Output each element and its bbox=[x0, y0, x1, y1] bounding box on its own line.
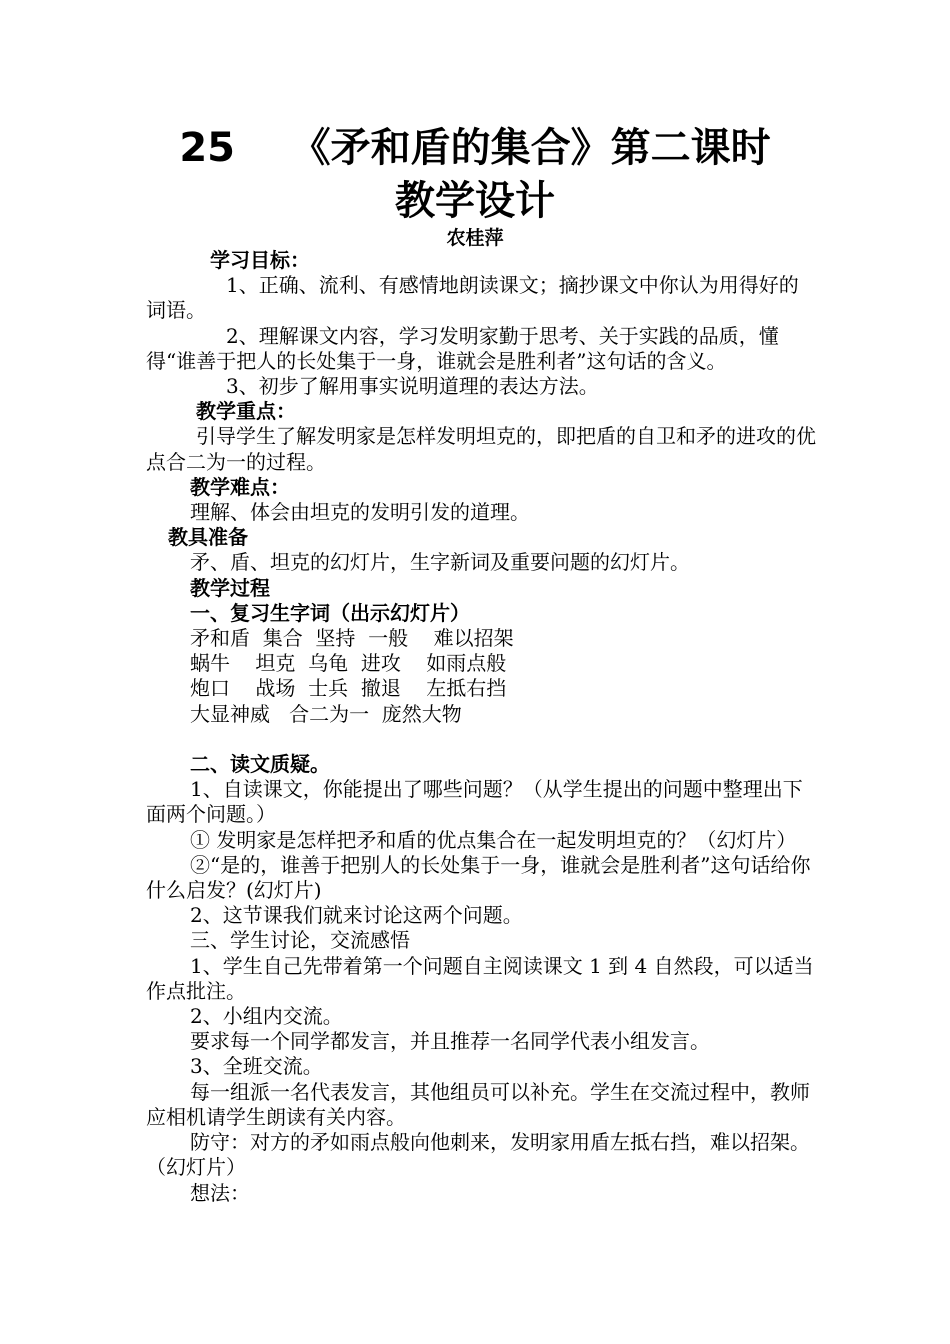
document-body bbox=[146, 248, 816, 1206]
goal-item-2: 2、理解课文内容，学习发明家勤于思考、关于实践的品质，懂得“谁善于把人的长处集于一身，谁就会是胜利者”这句话的含义。 bbox=[146, 323, 779, 373]
goals-heading: 学习目标： bbox=[210, 248, 310, 272]
author-name: 农桂萍 bbox=[446, 227, 504, 249]
goal-item-3: 3、初步了解用事实说明道理的表达方法。 bbox=[226, 374, 599, 399]
difficulties-heading: 教学难点： bbox=[190, 474, 290, 499]
word-row: 大显神威 合二为一 庞然大物 bbox=[190, 701, 462, 726]
section1-heading: 一、复习生字词（出示幻灯片） bbox=[190, 600, 470, 625]
spacer bbox=[146, 727, 816, 752]
section3-line: 要求每一个同学都发言，并且推荐一名同学代表小组发言。 bbox=[190, 1029, 710, 1054]
section2-line: 2、这节课我们就来讨论这两个问题。 bbox=[190, 903, 523, 928]
section2-line: ① 发明家是怎样把矛和盾的优点集合在一起发明坦克的？（幻灯片） bbox=[190, 827, 797, 852]
materials-text: 矛、盾、坦克的幻灯片，生字新词及重要问题的幻灯片。 bbox=[190, 550, 690, 575]
document-subtitle: 教学设计 bbox=[395, 178, 555, 224]
section3-line: 每一组派一名代表发言，其他组员可以补充。学生在交流过程中，教师应相机请学生朗读有关内容。 bbox=[146, 1079, 810, 1129]
word-row: 蜗牛 坦克 乌龟 进攻 如雨点般 bbox=[190, 651, 507, 676]
section2-line: 1、自读课文，你能提出了哪些问题？（从学生提出的问题中整理出下面两个问题。） bbox=[146, 777, 803, 827]
section2-line: ②“是的，谁善于把别人的长处集于一身，谁就会是胜利者”这句话给你什么启发？(幻灯片) bbox=[146, 852, 811, 903]
section3-line: 想法： bbox=[190, 1180, 250, 1205]
difficulties-text: 理解、体会由坦克的发明引发的道理。 bbox=[190, 500, 530, 525]
section3-line: 1、学生自己先带着第一个问题自主阅读课文 1 到 4 自然段，可以适当作点批注。 bbox=[146, 953, 814, 1003]
key-points-heading: 教学重点： bbox=[196, 399, 296, 424]
section3-line: 3、全班交流。 bbox=[190, 1054, 323, 1079]
section3-line: 2、小组内交流。 bbox=[190, 1004, 343, 1029]
process-heading: 教学过程 bbox=[190, 575, 270, 600]
goal-item-1: 1、正确、流利、有感情地朗读课文；摘抄课文中你认为用得好的词语。 bbox=[146, 273, 799, 323]
document-title: 25 《矛和盾的集合》第二课时 bbox=[179, 125, 771, 171]
materials-heading: 教具准备 bbox=[168, 525, 248, 550]
word-row: 矛和盾 集合 坚持 一般 难以招架 bbox=[190, 626, 514, 651]
section3-line: 防守：对方的矛如雨点般向他刺来，发明家用盾左抵右挡，难以招架。（幻灯片） bbox=[146, 1130, 810, 1180]
section2-heading: 二、读文质疑。 bbox=[190, 752, 330, 777]
word-row: 炮口 战场 士兵 撤退 左抵右挡 bbox=[190, 676, 507, 701]
section3-heading: 三、学生讨论，交流感悟 bbox=[190, 928, 410, 953]
key-points-text: 引导学生了解发明家是怎样发明坦克的，即把盾的自卫和矛的进攻的优点合二为一的过程。 bbox=[146, 424, 816, 474]
